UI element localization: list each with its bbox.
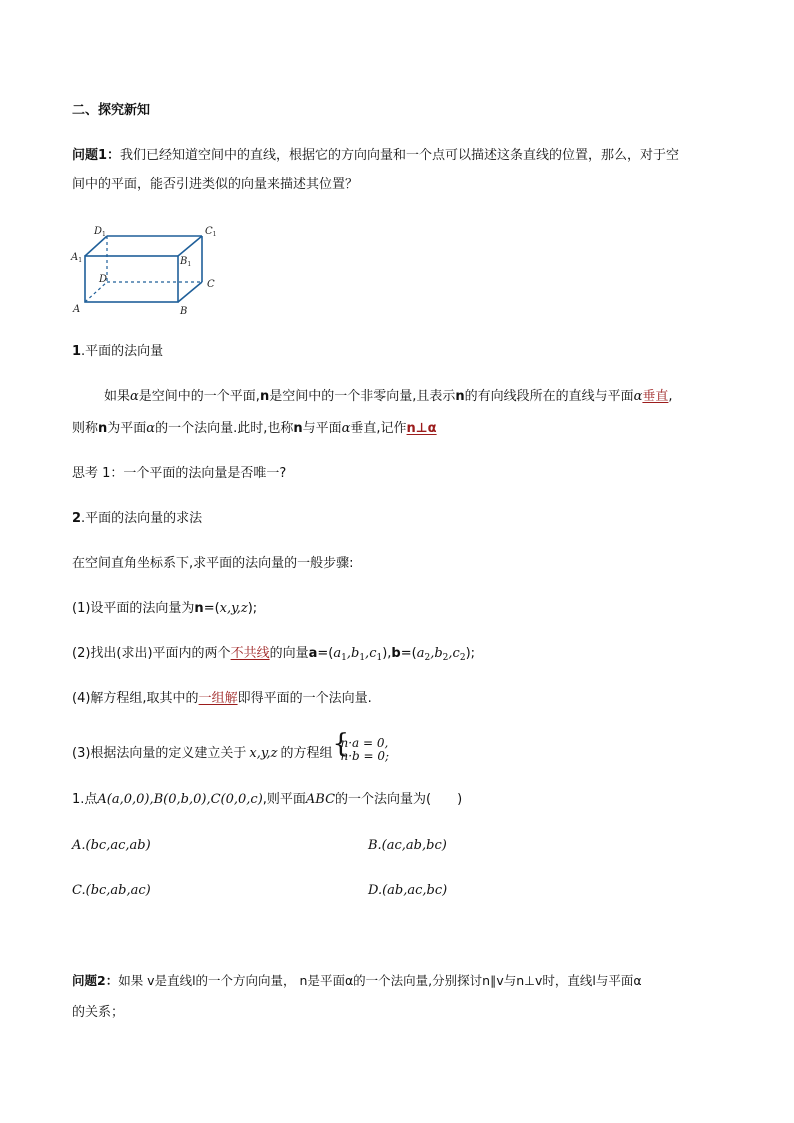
equation-system: { n·a = 0, n·b = 0; <box>332 729 390 763</box>
label-b: B <box>180 306 188 317</box>
question-2-line-1 <box>72 971 642 991</box>
question-1-line-2: 间中的平面，能否引进类似的向量来描述其位置？ <box>72 177 359 192</box>
label-d1: $D_1$ <box>94 226 106 238</box>
label-c1: $C_1$ <box>205 226 217 238</box>
edge-b1-c1 <box>178 236 202 256</box>
question-2-label: 问题2： <box>72 973 119 988</box>
option-a: A.(bc,ac,ab) <box>72 838 151 853</box>
question-2-text-1: 如果 v是直线l的一个方向向量， n是平面α的一个法向量,分别探讨n∥v与n⊥v时，直线l与平面α <box>118 973 642 988</box>
option-b: B.(ac,ab,bc) <box>368 838 447 853</box>
section-2-title: 2.平面的法向量的求法 <box>72 511 203 526</box>
perpendicular-notation: n⊥α <box>406 421 437 436</box>
section-1-para-line-1: 如果α是空间中的一个平面,n是空间中的一个非零向量,且表示n的有向线段所在的直线与平面α垂直, <box>104 389 673 404</box>
section-2-intro: 在空间直角坐标系下,求平面的法向量的一般步骤: <box>72 556 354 571</box>
label-a: A <box>73 304 81 315</box>
hidden-edge-a-d <box>85 282 107 302</box>
step-4: (4)解方程组,取其中的一组解即得平面的一个法向量. <box>72 691 372 706</box>
section-1-para-line-2: 则称n为平面α的一个法向量.此时,也称n与平面α垂直,记作n⊥α <box>72 421 437 436</box>
question-2-line-2: 的关系； <box>72 1005 125 1020</box>
option-d: D.(ab,ac,bc) <box>368 883 448 898</box>
section-heading: 二、探究新知 <box>72 103 151 118</box>
think-1: 思考 1：一个平面的法向量是否唯一? <box>72 466 287 481</box>
question-1-line-1 <box>72 146 679 166</box>
exercise-1-stem: 1.点A(a,0,0),B(0,b,0),C(0,0,c),则平面ABC的一个法向量为( ) <box>72 792 463 807</box>
label-d: D <box>99 274 108 285</box>
step-2: (2)找出(求出)平面内的两个不共线的向量$a=(a_1,b_1,c_1),b=(a_2,b_2,c_2)$; <box>72 646 476 663</box>
label-b1: $B_1$ <box>180 256 192 268</box>
underlined-perpendicular: 垂直 <box>642 389 669 404</box>
question-1-label: 问题1： <box>72 148 121 163</box>
cuboid-figure <box>70 220 240 320</box>
label-c: C <box>207 279 215 290</box>
label-a1: $A_1$ <box>71 252 83 264</box>
section-1-title: 1.平面的法向量 <box>72 344 164 359</box>
step-3: (3)根据法向量的定义建立关于 x,y,z 的方程组 { n·a = 0, n·b = 0; <box>72 737 389 770</box>
edge-b-c <box>178 282 202 302</box>
underlined-noncollinear: 不共线 <box>230 646 270 661</box>
edge-a1-d1 <box>85 236 107 256</box>
step-1: (1)设平面的法向量为n=(x,y,z); <box>72 601 258 616</box>
underlined-one-solution: 一组解 <box>198 691 238 706</box>
option-c: C.(bc,ab,ac) <box>72 883 151 898</box>
question-1-text-1: 我们已经知道空间中的直线，根据它的方向向量和一个点可以描述这条直线的位置，那么，对于空 <box>120 148 680 163</box>
